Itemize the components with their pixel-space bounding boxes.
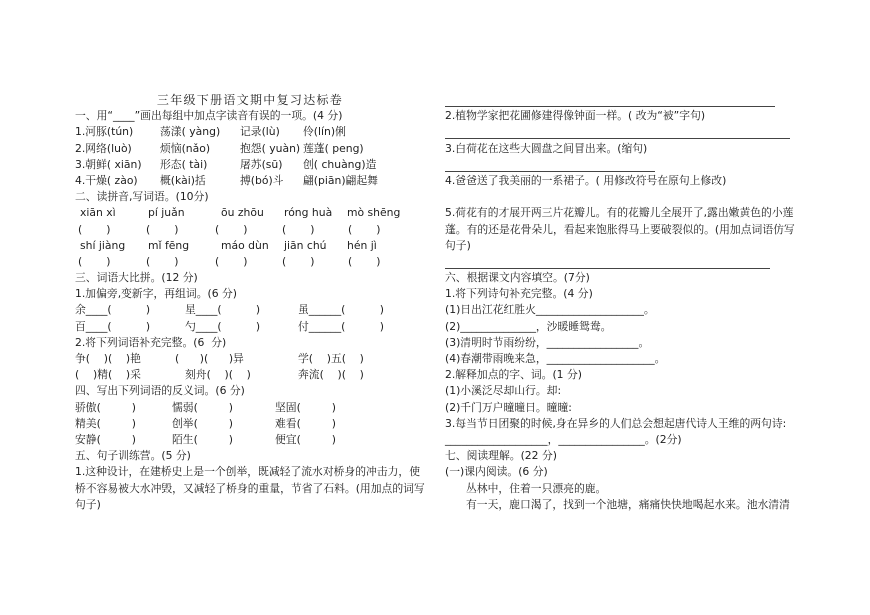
radical-item: 百____( ) bbox=[75, 319, 151, 333]
spacer-line bbox=[445, 189, 815, 205]
antonym-row bbox=[75, 432, 445, 448]
explain-item: (1)小溪泛尽却山行。却: bbox=[445, 384, 562, 398]
part5-q1-line: 句子) bbox=[75, 497, 101, 511]
answer-box: ( ) bbox=[78, 254, 111, 268]
idiom-item: ( )精( )采 bbox=[75, 368, 141, 382]
pinyin-row bbox=[75, 238, 445, 254]
part2-heading: 二、读拼音,写词语。(10分) bbox=[75, 190, 209, 204]
antonym-item: 骄傲( ) bbox=[75, 400, 136, 414]
pinyin-row bbox=[75, 205, 445, 221]
antonym-item: 坚固( ) bbox=[275, 400, 336, 414]
poem-line: (3)清明时节雨纷纷，_________________。 bbox=[445, 335, 650, 349]
pinyin-item: róng huà bbox=[284, 206, 333, 220]
part5-q2: 2.植物学家把花圃修建得像钟面一样。( 改为“被”字句) bbox=[445, 109, 706, 123]
idiom-item: 刻舟( )( ) bbox=[185, 368, 251, 382]
pinyin-item: ōu zhōu bbox=[221, 206, 264, 220]
answer-line bbox=[445, 124, 790, 139]
radical-item: 星____( ) bbox=[185, 303, 261, 317]
part4-heading: 四、写出下列词语的反义词。(6 分) bbox=[75, 384, 245, 398]
pronunciation-item: 荡漾( yàng) bbox=[160, 125, 221, 139]
answer-box: ( ) bbox=[146, 254, 179, 268]
part5-q4: 4.爸爸送了我美丽的一系裙子。( 用修改符号在原句上修改) bbox=[445, 173, 727, 187]
part6-q1-prompt: 1.将下列诗句补充完整。(4 分) bbox=[445, 287, 593, 301]
answer-box: ( ) bbox=[146, 222, 179, 236]
answer-box-row bbox=[75, 254, 445, 270]
document-title: 三年级下册语文期中复习达标卷 bbox=[156, 93, 344, 107]
pronunciation-item: 概(kài)括 bbox=[160, 173, 206, 187]
antonym-row bbox=[75, 400, 445, 416]
answer-box: ( ) bbox=[215, 254, 248, 268]
antonym-item: 便宜( ) bbox=[275, 432, 336, 446]
poem-line: (2)______________，沙暖睡鸳鸯。 bbox=[445, 319, 612, 333]
part6-heading: 六、根据课文内容填空。(7分) bbox=[445, 271, 590, 285]
pronunciation-item: 2.网络(luò) bbox=[75, 141, 132, 155]
part6-q2-prompt: 2.解释加点的字、词。(1 分) bbox=[445, 368, 582, 382]
pronunciation-item: 创( chuàng)造 bbox=[303, 157, 377, 171]
idiom-item: ( )( )异 bbox=[175, 352, 244, 365]
antonym-row bbox=[75, 416, 445, 432]
answer-line bbox=[445, 92, 775, 107]
radical-item: 余____( ) bbox=[75, 303, 151, 317]
part7-sub-heading: (一)课内阅读。(6 分) bbox=[445, 465, 548, 479]
pinyin-item: mǐ fēng bbox=[148, 238, 190, 252]
pronunciation-item: 记录(lù) bbox=[240, 125, 280, 139]
pronunciation-item: 抱怨( yuàn) bbox=[240, 141, 301, 155]
pinyin-item: mò shēng bbox=[347, 206, 401, 220]
pronunciation-row bbox=[75, 157, 445, 173]
part3-q2-prompt: 2.将下列词语补充完整。(6 分) bbox=[75, 335, 227, 349]
part5-q3: 3.白荷花在这些大圆盘之间冒出来。(缩句) bbox=[445, 141, 648, 155]
pinyin-item: hén jì bbox=[347, 238, 377, 252]
answer-box: ( ) bbox=[78, 222, 111, 236]
pronunciation-item: 屠苏(sū) bbox=[240, 157, 283, 171]
answer-box: ( ) bbox=[348, 254, 381, 268]
radical-row bbox=[75, 302, 445, 318]
pronunciation-item: 4.干燥( zào) bbox=[75, 173, 138, 187]
idiom-row bbox=[75, 351, 445, 367]
radical-row bbox=[75, 319, 445, 335]
poem-line: (1)日出江花红胜火____________________。 bbox=[445, 303, 655, 317]
pronunciation-item: 伶(lín)俐 bbox=[303, 125, 346, 139]
antonym-item: 懦弱( ) bbox=[172, 400, 233, 414]
explain-item: (2)千门万户曈曈日。曈曈: bbox=[445, 400, 572, 414]
pronunciation-item: 1.河豚(tún) bbox=[75, 125, 134, 139]
pronunciation-row bbox=[75, 173, 445, 189]
pronunciation-item: 形态( tài) bbox=[160, 157, 208, 171]
answer-line bbox=[445, 157, 655, 172]
antonym-item: 安静( ) bbox=[75, 432, 136, 446]
antonym-item: 创举( ) bbox=[172, 416, 233, 430]
answer-box: ( ) bbox=[215, 222, 248, 236]
part5-q5-line: 句子) bbox=[445, 238, 471, 252]
part5-q1-line: 1.这种设计，在建桥史上是一个创举，既减轻了流水对桥身的冲击力，使 bbox=[75, 465, 421, 479]
pronunciation-item: 莲蓬( peng) bbox=[303, 141, 364, 155]
part3-heading: 三、词语大比拼。(12 分) bbox=[75, 271, 198, 285]
pronunciation-row bbox=[75, 141, 445, 157]
pronunciation-row bbox=[75, 124, 445, 140]
pinyin-item: xiān xì bbox=[80, 206, 116, 220]
answer-box: ( ) bbox=[282, 254, 315, 268]
part6-q3-blank: ___________________，________________。(2分) bbox=[445, 432, 682, 446]
pronunciation-item: 3.朝鲜( xiān) bbox=[75, 157, 142, 171]
part5-q5-line: 5.荷花有的才展开两三片花瓣儿。有的花瓣儿全展开了,露出嫩黄色的小莲 bbox=[445, 206, 794, 220]
radical-item: 勺____( ) bbox=[185, 319, 261, 333]
radical-item: 虽______( ) bbox=[298, 303, 384, 317]
idiom-row bbox=[75, 367, 445, 383]
pinyin-item: pí juǎn bbox=[148, 206, 185, 220]
part5-heading: 五、句子训练营。(5 分) bbox=[75, 449, 191, 463]
answer-box: ( ) bbox=[348, 222, 381, 236]
part3-q1-prompt: 1.加偏旁,变新字，再组词。(6 分) bbox=[75, 287, 238, 301]
antonym-item: 精美( ) bbox=[75, 416, 136, 430]
poem-line: (4)春潮带雨晚来急，____________________。 bbox=[445, 352, 666, 365]
radical-item: 付______( ) bbox=[298, 319, 384, 333]
idiom-item: 奔流( )( ) bbox=[298, 368, 364, 382]
antonym-item: 陌生( ) bbox=[172, 432, 233, 446]
passage-line: 丛林中，住着一只漂亮的鹿。 bbox=[466, 481, 607, 495]
pinyin-item: jiān chú bbox=[284, 238, 327, 252]
idiom-item: 争( )( )艳 bbox=[75, 352, 141, 365]
answer-box: ( ) bbox=[282, 222, 315, 236]
part7-heading: 七、阅读理解。(22 分) bbox=[445, 449, 557, 463]
pronunciation-item: 烦恼(nǎo) bbox=[160, 141, 211, 155]
part5-q1-line: 桥不容易被大水冲毁，又减轻了桥身的重量，节省了石料。(用加点的词写 bbox=[75, 481, 425, 495]
part6-q3-prompt: 3.每当节日团聚的时候,身在异乡的人们总会想起唐代诗人王维的两句诗: bbox=[445, 416, 787, 430]
answer-box-row bbox=[75, 222, 445, 238]
pinyin-item: máo dùn bbox=[221, 238, 269, 252]
part5-q5-line: 蓬。有的还是花骨朵儿，看起来饱胀得马上要破裂似的。(用加点词语仿写 bbox=[445, 222, 795, 236]
pronunciation-item: 翩(piān)翩起舞 bbox=[303, 173, 378, 187]
right-column bbox=[445, 92, 815, 513]
pinyin-item: shí jiàng bbox=[80, 238, 126, 252]
idiom-item: 学( )五( ) bbox=[298, 352, 364, 365]
passage-line: 有一天，鹿口渴了，找到一个池塘，痛痛快快地喝起水来。池水清清 bbox=[466, 497, 790, 511]
part1-heading: 一、用“____”画出每组中加点字读音有误的一项。(4 分) bbox=[75, 109, 343, 123]
left-column bbox=[75, 92, 445, 513]
pronunciation-item: 搏(bó)斗 bbox=[240, 173, 284, 187]
answer-line bbox=[445, 254, 770, 269]
antonym-item: 难看( ) bbox=[275, 416, 336, 430]
